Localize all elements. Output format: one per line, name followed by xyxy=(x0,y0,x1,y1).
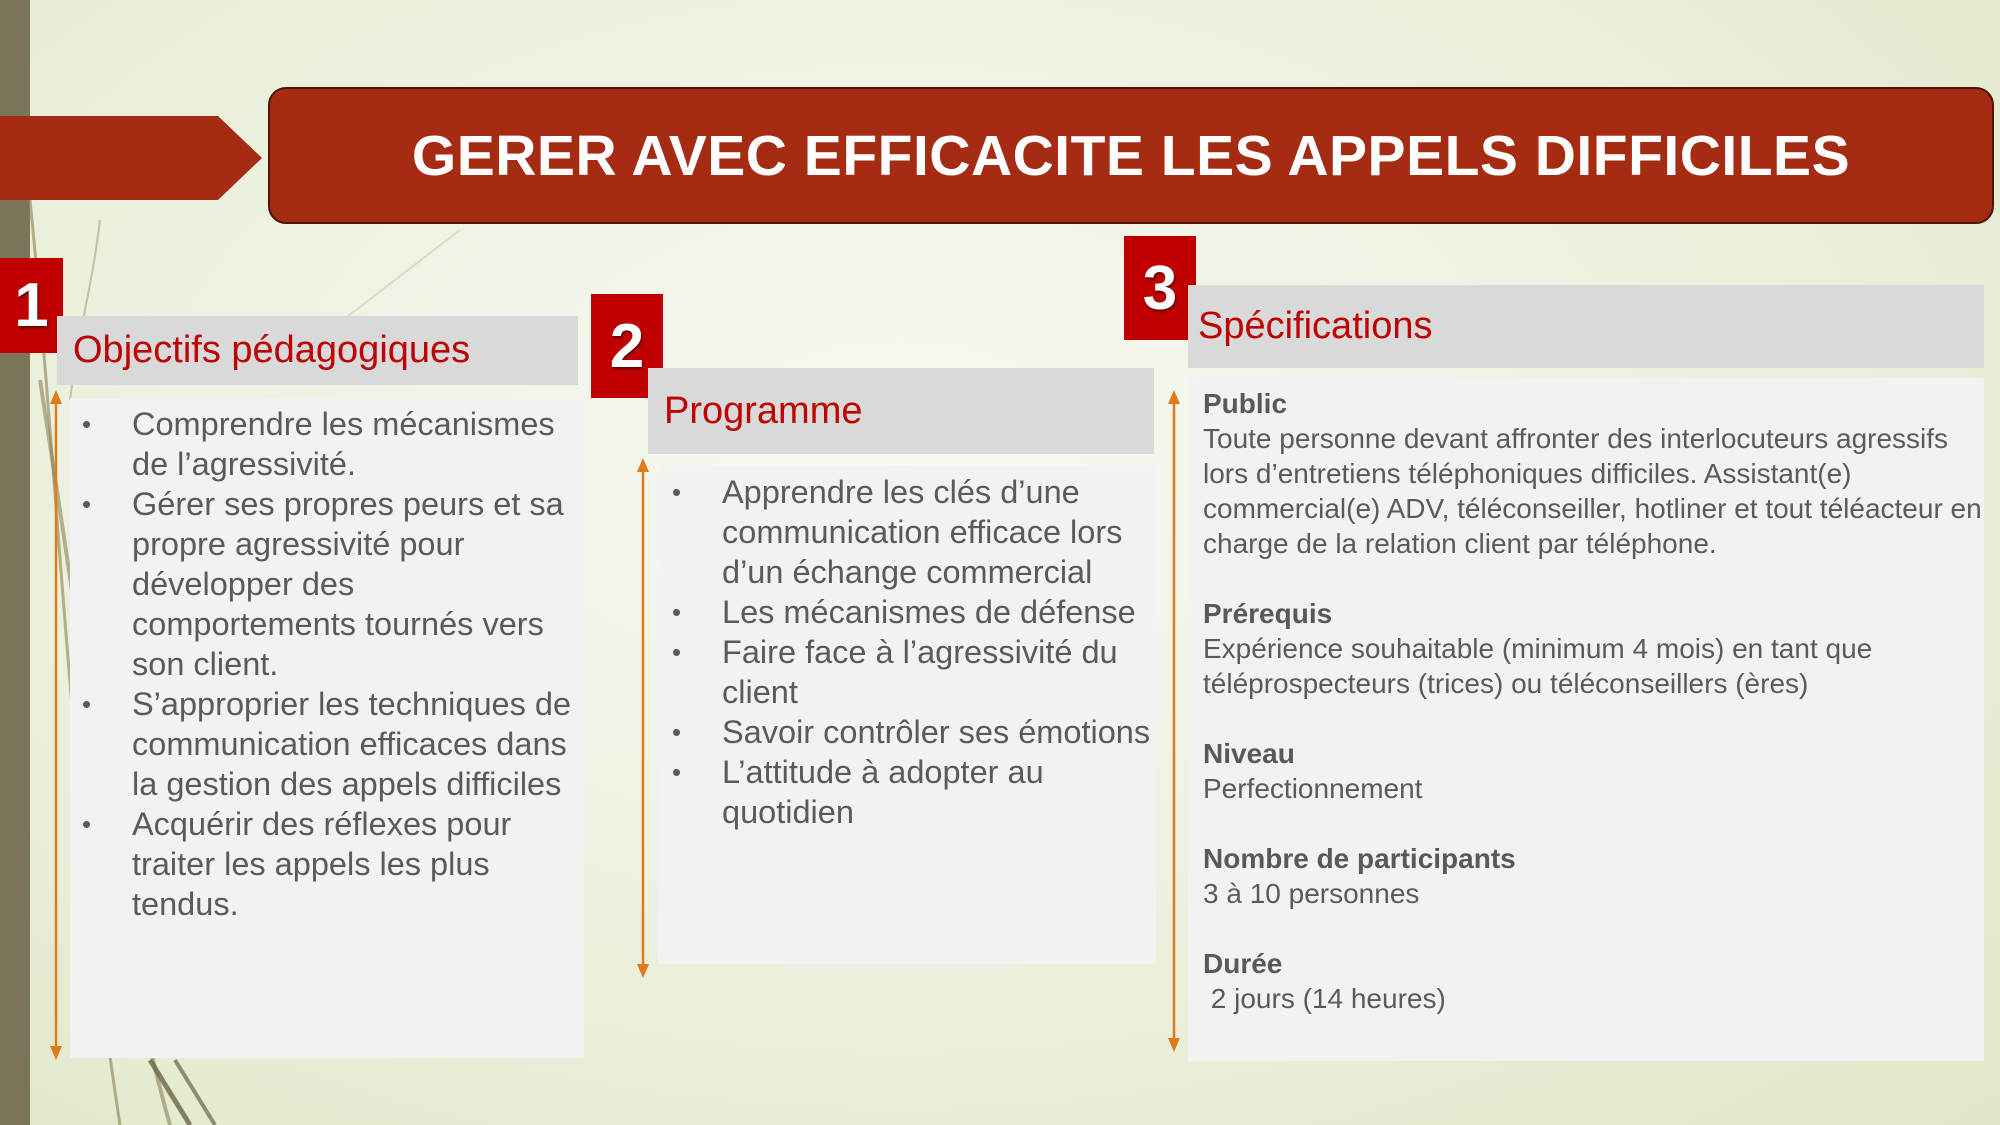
list-item: • Les mécanismes de défense xyxy=(672,594,1136,630)
list-item: • S’approprier les techniques de communication efficaces dans la gestion des appels difficiles xyxy=(82,686,572,802)
spec-niveau xyxy=(1203,736,1983,806)
spec-duree xyxy=(1203,946,1983,1016)
bullet-icon: • xyxy=(672,637,682,667)
title-banner xyxy=(268,87,1994,224)
spec-public xyxy=(1203,386,1990,561)
spec-value: 3 à 10 personnes xyxy=(1203,878,1420,909)
spec-participants xyxy=(1203,841,1983,911)
section-number-2: 2 xyxy=(591,294,663,398)
page-title: GERER AVEC EFFICACITE LES APPELS DIFFICILES xyxy=(411,123,1851,188)
list-item: • Gérer ses propres peurs et sa propre agressivité pour développer des comportements tournés vers son client. xyxy=(82,486,564,682)
section-heading-specifications: Spécifications xyxy=(1188,285,1984,368)
spec-value: Toute personne devant affronter des interlocuteurs agressifs lors d’entretiens téléphoniques difficiles. Assistant(e) commercial(e) ADV, téléconseiller, hotliner et tout téléacteur en charge de la relation client par téléphone. xyxy=(1203,423,1990,559)
bullet-icon: • xyxy=(672,757,682,787)
section-number-1: 1 xyxy=(0,258,63,353)
section-heading-objectifs: Objectifs pédagogiques xyxy=(57,316,578,385)
spec-label: Niveau xyxy=(1203,738,1295,769)
bullet-icon: • xyxy=(672,597,682,627)
bullet-icon: • xyxy=(82,489,92,519)
spec-prerequis xyxy=(1203,596,1983,701)
spec-label: Public xyxy=(1203,388,1288,419)
spec-label: Durée xyxy=(1203,948,1283,979)
list-item: • Acquérir des réflexes pour traiter les appels les plus tendus. xyxy=(82,806,512,922)
section-number-3: 3 xyxy=(1124,236,1196,340)
title-arrow-shape xyxy=(0,116,262,200)
specifications-content xyxy=(1203,386,1990,1051)
spec-value: Expérience souhaitable (minimum 4 mois) en tant que téléprospecteurs (trices) ou téléconseillers (ères) xyxy=(1203,633,1881,699)
bullet-icon: • xyxy=(82,809,92,839)
list-item: • Comprendre les mécanismes de l’agressivité. xyxy=(82,406,555,482)
bullet-icon: • xyxy=(672,717,682,747)
list-item: • Faire face à l’agressivité du client xyxy=(672,634,1118,710)
list-item: • L’attitude à adopter au quotidien xyxy=(672,754,1044,830)
bullet-icon: • xyxy=(82,409,92,439)
list-item: • Savoir contrôler ses émotions xyxy=(672,714,1151,750)
programme-list xyxy=(662,472,1152,832)
list-item: • Apprendre les clés d’une communication efficace lors d’un échange commercial xyxy=(672,474,1123,590)
double-arrow-vertical-icon xyxy=(1164,390,1184,1052)
bullet-icon: • xyxy=(672,477,682,507)
bullet-icon: • xyxy=(82,689,92,719)
double-arrow-vertical-icon xyxy=(46,390,66,1060)
objectifs-list xyxy=(72,404,582,924)
spec-value: Perfectionnement xyxy=(1203,773,1423,804)
spec-label: Nombre de participants xyxy=(1203,843,1516,874)
section-heading-programme: Programme xyxy=(648,368,1154,454)
spec-label: Prérequis xyxy=(1203,598,1333,629)
spec-value: 2 jours (14 heures) xyxy=(1203,983,1446,1014)
double-arrow-vertical-icon xyxy=(633,458,653,978)
